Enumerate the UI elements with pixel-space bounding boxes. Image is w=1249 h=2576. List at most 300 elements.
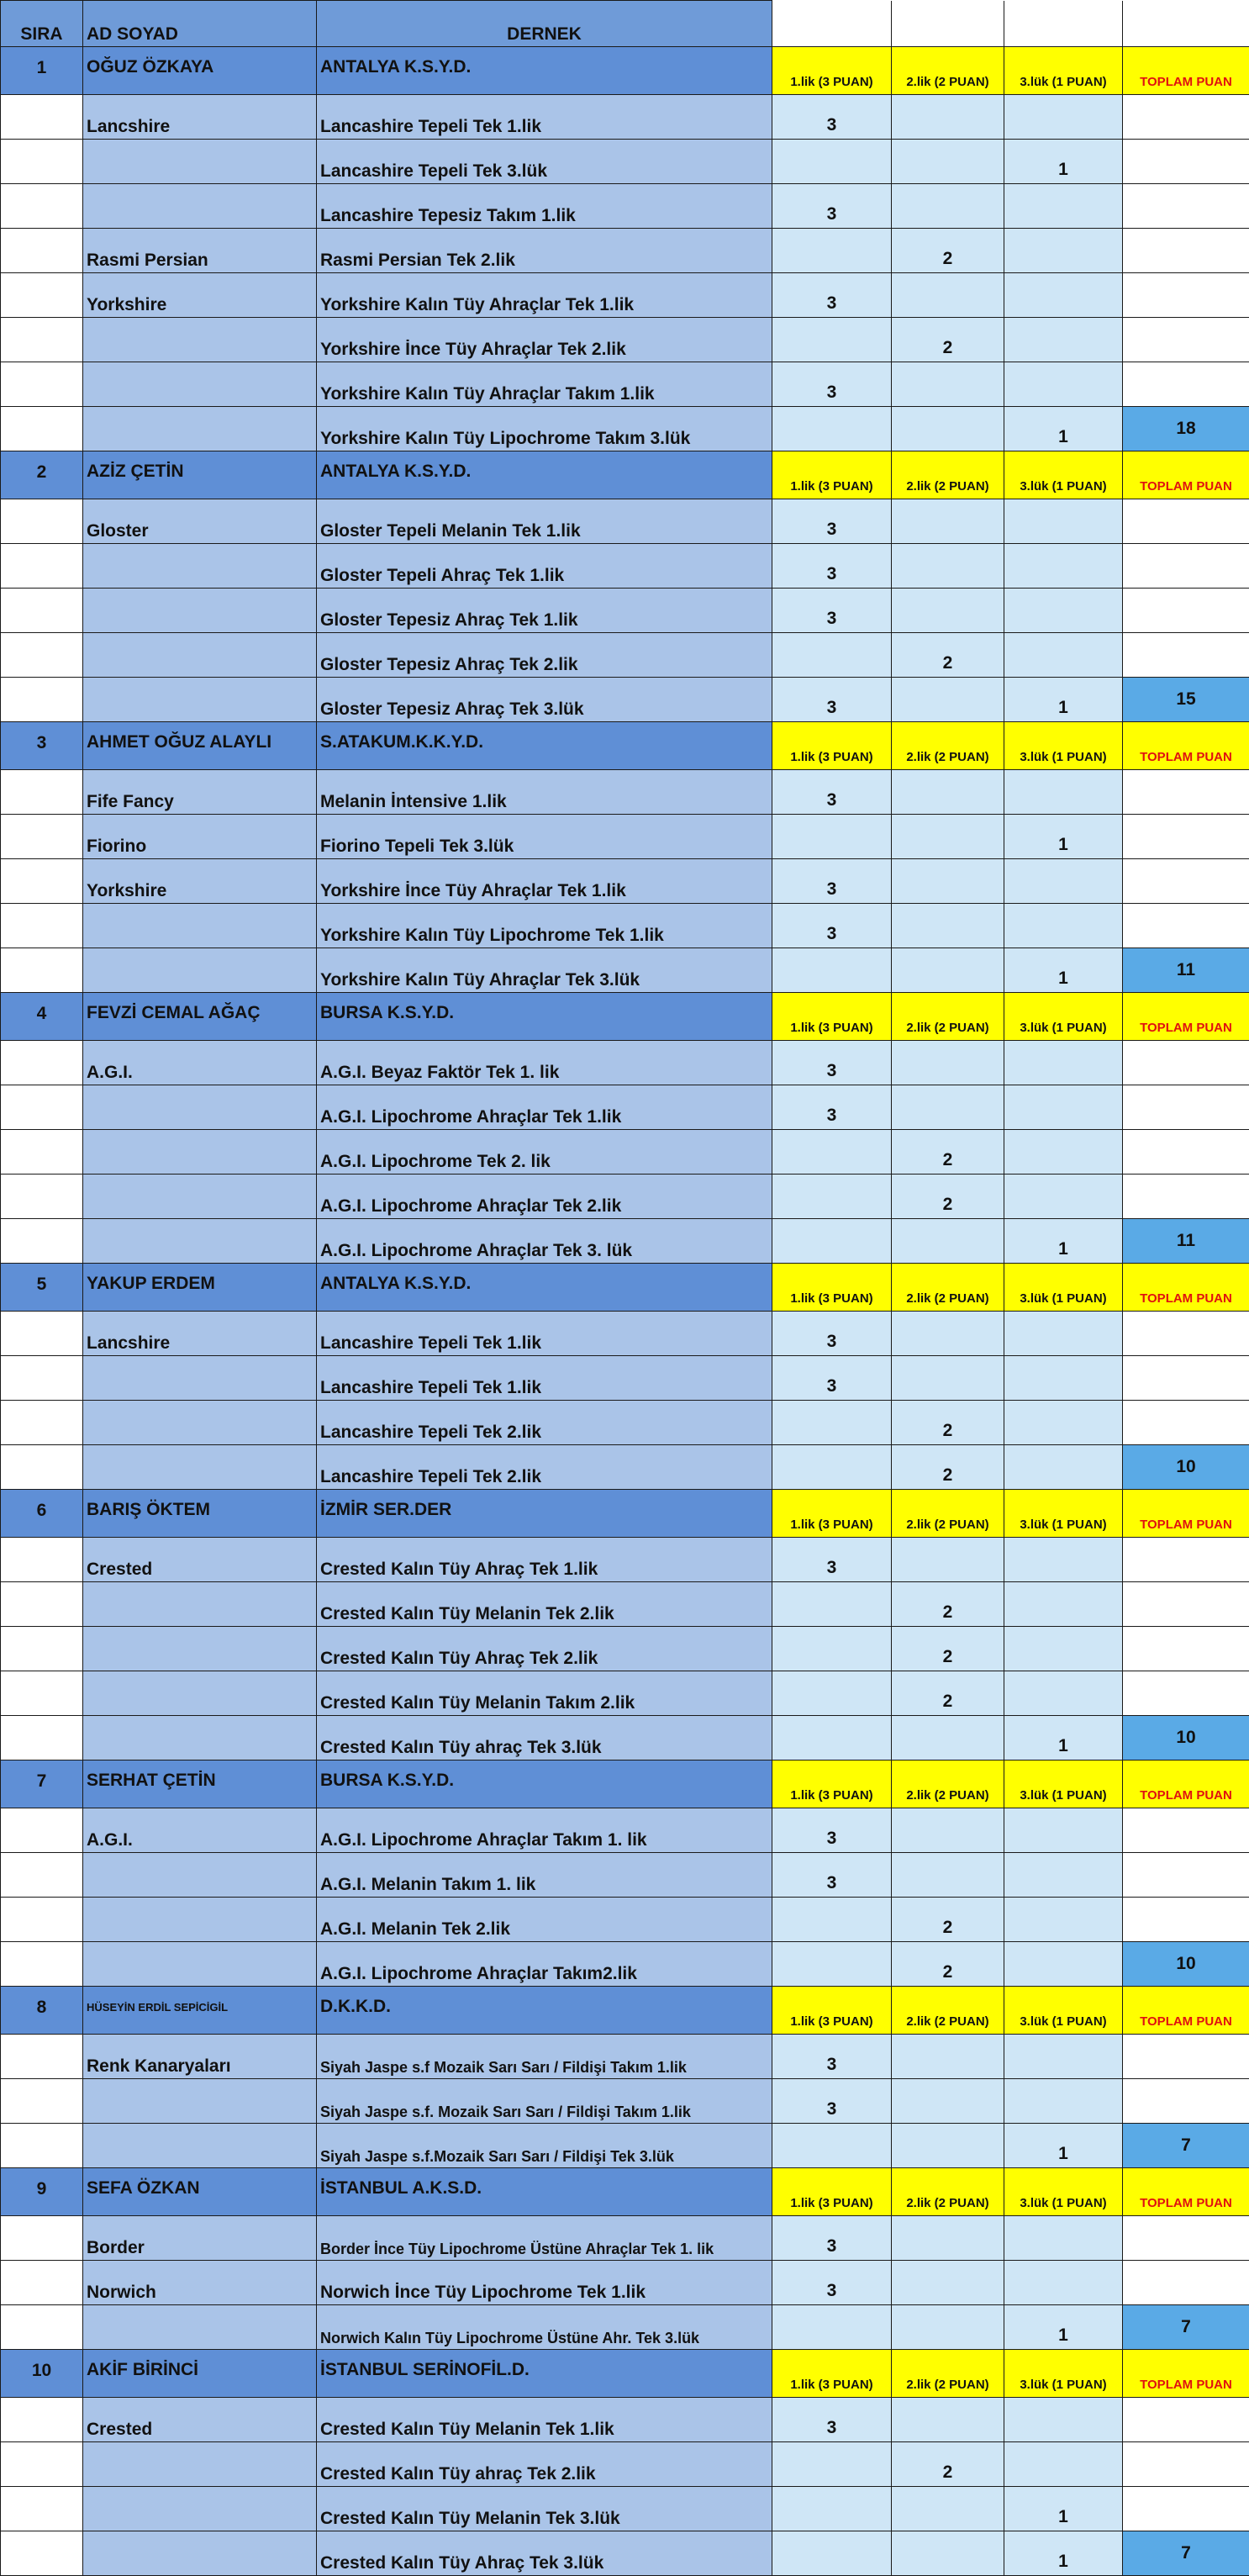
first-place-points: [772, 1445, 892, 1490]
participant-name: AZİZ ÇETİN: [83, 451, 317, 499]
third-place-points: [1004, 770, 1123, 815]
category-name: A.G.I. Beyaz Faktör Tek 1. lik: [317, 1041, 772, 1085]
category-name: Crested Kalın Tüy Melanin Takım 2.lik: [317, 1671, 772, 1716]
category-name: Lancashire Tepeli Tek 1.lik: [317, 95, 772, 140]
rank-blank: [1, 1401, 83, 1445]
rank-blank: [1, 1808, 83, 1853]
category-name: Siyah Jaspe s.f.Mozaik Sarı Sarı / Fildişi Tek 3.lük: [317, 2124, 772, 2168]
breed-name: [83, 1627, 317, 1671]
entry-row: [1, 2261, 1249, 2305]
rank-blank: [1, 499, 83, 544]
breed-name: [83, 184, 317, 229]
third-place-points: [1004, 1312, 1123, 1356]
header-ad-soyad: AD SOYAD: [83, 1, 317, 47]
third-place-points: [1004, 2035, 1123, 2079]
label-total-points: TOPLAM PUAN: [1123, 1264, 1249, 1312]
total-blank: [1123, 1085, 1249, 1130]
second-place-points: [892, 2487, 1004, 2531]
category-name: Norwich İnce Tüy Lipochrome Tek 1.lik: [317, 2261, 772, 2305]
entry-row: [1, 1085, 1249, 1130]
rank-number: 1: [1, 47, 83, 95]
category-name: Norwich Kalın Tüy Lipochrome Üstüne Ahr. Tek 3.lük: [317, 2305, 772, 2350]
category-name: Gloster Tepesiz Ahraç Tek 2.lik: [317, 633, 772, 678]
entry-row: [1, 1671, 1249, 1716]
first-place-points: [772, 318, 892, 362]
header-sira: SIRA: [1, 1, 83, 47]
label-first-place: 1.lik (3 PUAN): [772, 2350, 892, 2398]
entry-row: [1, 273, 1249, 318]
label-first-place: 1.lik (3 PUAN): [772, 722, 892, 770]
category-name: A.G.I. Lipochrome Ahraçlar Takım 1. lik: [317, 1808, 772, 1853]
third-place-points: [1004, 362, 1123, 407]
second-place-points: [892, 140, 1004, 184]
total-points: 18: [1123, 407, 1249, 451]
header-blank: [772, 1, 892, 47]
label-third-place: 3.lük (1 PUAN): [1004, 1490, 1123, 1538]
entry-row: [1, 1808, 1249, 1853]
total-blank: [1123, 2442, 1249, 2487]
first-place-points: [772, 2124, 892, 2168]
label-third-place: 3.lük (1 PUAN): [1004, 722, 1123, 770]
first-place-points: [772, 140, 892, 184]
third-place-points: [1004, 1041, 1123, 1085]
total-blank: [1123, 815, 1249, 859]
third-place-points: [1004, 544, 1123, 589]
rank-blank: [1, 140, 83, 184]
total-blank: [1123, 589, 1249, 633]
entry-row: [1, 2035, 1249, 2079]
total-blank: [1123, 499, 1249, 544]
participant-header-row: [1, 1264, 1249, 1312]
first-place-points: 3: [772, 589, 892, 633]
breed-name: Gloster: [83, 499, 317, 544]
category-name: Lancashire Tepeli Tek 2.lik: [317, 1445, 772, 1490]
first-place-points: 3: [772, 2398, 892, 2442]
total-blank: [1123, 2261, 1249, 2305]
breed-name: Crested: [83, 1538, 317, 1582]
label-second-place: 2.lik (2 PUAN): [892, 722, 1004, 770]
breed-name: [83, 407, 317, 451]
category-name: Yorkshire Kalın Tüy Lipochrome Tek 1.lik: [317, 904, 772, 948]
second-place-points: [892, 859, 1004, 904]
first-place-points: [772, 1401, 892, 1445]
third-place-points: [1004, 2216, 1123, 2261]
first-place-points: 3: [772, 2079, 892, 2124]
entry-row: [1, 184, 1249, 229]
second-place-points: [892, 1808, 1004, 1853]
label-third-place: 3.lük (1 PUAN): [1004, 451, 1123, 499]
label-second-place: 2.lik (2 PUAN): [892, 1987, 1004, 2035]
second-place-points: [892, 2261, 1004, 2305]
second-place-points: [892, 2305, 1004, 2350]
third-place-points: 1: [1004, 2487, 1123, 2531]
category-name: Gloster Tepeli Melanin Tek 1.lik: [317, 499, 772, 544]
second-place-points: [892, 1085, 1004, 1130]
first-place-points: [772, 407, 892, 451]
total-blank: [1123, 1175, 1249, 1219]
participant-name: AHMET OĞUZ ALAYLI: [83, 722, 317, 770]
breed-name: [83, 633, 317, 678]
rank-number: 5: [1, 1264, 83, 1312]
first-place-points: [772, 815, 892, 859]
total-blank: [1123, 1356, 1249, 1401]
first-place-points: 3: [772, 1041, 892, 1085]
label-total-points: TOPLAM PUAN: [1123, 1987, 1249, 2035]
rank-blank: [1, 1175, 83, 1219]
label-second-place: 2.lik (2 PUAN): [892, 993, 1004, 1041]
category-name: Lancashire Tepeli Tek 1.lik: [317, 1312, 772, 1356]
first-place-points: [772, 1175, 892, 1219]
participant-name: BARIŞ ÖKTEM: [83, 1490, 317, 1538]
total-blank: [1123, 1538, 1249, 1582]
first-place-points: 3: [772, 184, 892, 229]
rank-blank: [1, 1445, 83, 1490]
first-place-points: [772, 633, 892, 678]
breed-name: [83, 1356, 317, 1401]
total-blank: [1123, 904, 1249, 948]
total-blank: [1123, 1130, 1249, 1175]
breed-name: Yorkshire: [83, 859, 317, 904]
breed-name: [83, 1898, 317, 1942]
breed-name: [83, 2487, 317, 2531]
label-second-place: 2.lik (2 PUAN): [892, 2350, 1004, 2398]
label-total-points: TOPLAM PUAN: [1123, 993, 1249, 1041]
second-place-points: [892, 2124, 1004, 2168]
category-name: Siyah Jaspe s.f. Mozaik Sarı Sarı / Fildişi Takım 1.lik: [317, 2079, 772, 2124]
rank-blank: [1, 2531, 83, 2576]
participant-header-row: [1, 722, 1249, 770]
entry-row: [1, 140, 1249, 184]
first-place-points: 3: [772, 499, 892, 544]
breed-name: [83, 362, 317, 407]
participant-header-row: [1, 993, 1249, 1041]
total-blank: [1123, 362, 1249, 407]
rank-blank: [1, 633, 83, 678]
rank-blank: [1, 678, 83, 722]
label-total-points: TOPLAM PUAN: [1123, 722, 1249, 770]
third-place-points: [1004, 2261, 1123, 2305]
category-name: Fiorino Tepeli Tek 3.lük: [317, 815, 772, 859]
category-name: Melanin İntensive 1.lik: [317, 770, 772, 815]
entry-row: [1, 1312, 1249, 1356]
entry-row: [1, 1538, 1249, 1582]
second-place-points: 2: [892, 2442, 1004, 2487]
third-place-points: [1004, 1853, 1123, 1898]
label-third-place: 3.lük (1 PUAN): [1004, 1264, 1123, 1312]
entry-row: [1, 1401, 1249, 1445]
first-place-points: 3: [772, 1808, 892, 1853]
participant-header-row: [1, 47, 1249, 95]
total-blank: [1123, 859, 1249, 904]
breed-name: [83, 1853, 317, 1898]
breed-name: [83, 1716, 317, 1760]
total-blank: [1123, 140, 1249, 184]
third-place-points: [1004, 1671, 1123, 1716]
rank-number: 2: [1, 451, 83, 499]
breed-name: [83, 2305, 317, 2350]
category-name: A.G.I. Lipochrome Ahraçlar Tek 1.lik: [317, 1085, 772, 1130]
second-place-points: [892, 273, 1004, 318]
label-total-points: TOPLAM PUAN: [1123, 1490, 1249, 1538]
second-place-points: 2: [892, 1582, 1004, 1627]
label-third-place: 3.lük (1 PUAN): [1004, 1987, 1123, 2035]
breed-name: Yorkshire: [83, 273, 317, 318]
entry-row: [1, 904, 1249, 948]
second-place-points: [892, 544, 1004, 589]
total-blank: [1123, 273, 1249, 318]
second-place-points: [892, 948, 1004, 993]
category-name: Crested Kalın Tüy Melanin Tek 1.lik: [317, 2398, 772, 2442]
breed-name: [83, 1130, 317, 1175]
participant-name: SEFA ÖZKAN: [83, 2168, 317, 2216]
first-place-points: 3: [772, 2261, 892, 2305]
breed-name: A.G.I.: [83, 1041, 317, 1085]
first-place-points: [772, 2442, 892, 2487]
entry-row: [1, 1219, 1249, 1264]
header-blank: [1123, 1, 1249, 47]
first-place-points: 3: [772, 2035, 892, 2079]
second-place-points: 2: [892, 1175, 1004, 1219]
first-place-points: [772, 1671, 892, 1716]
second-place-points: [892, 1356, 1004, 1401]
first-place-points: [772, 1716, 892, 1760]
rank-blank: [1, 273, 83, 318]
label-first-place: 1.lik (3 PUAN): [772, 993, 892, 1041]
first-place-points: 3: [772, 678, 892, 722]
second-place-points: [892, 1716, 1004, 1760]
second-place-points: [892, 2398, 1004, 2442]
label-third-place: 3.lük (1 PUAN): [1004, 2168, 1123, 2216]
label-second-place: 2.lik (2 PUAN): [892, 1490, 1004, 1538]
category-name: Yorkshire Kalın Tüy Ahraçlar Tek 3.lük: [317, 948, 772, 993]
total-blank: [1123, 184, 1249, 229]
first-place-points: 3: [772, 2216, 892, 2261]
third-place-points: [1004, 1401, 1123, 1445]
rank-number: 6: [1, 1490, 83, 1538]
breed-name: [83, 2531, 317, 2576]
total-blank: [1123, 1312, 1249, 1356]
breed-name: Lancshire: [83, 95, 317, 140]
rank-blank: [1, 2216, 83, 2261]
third-place-points: [1004, 1538, 1123, 1582]
first-place-points: [772, 2487, 892, 2531]
total-blank: [1123, 1582, 1249, 1627]
category-name: Yorkshire Kalın Tüy Lipochrome Takım 3.lük: [317, 407, 772, 451]
total-points: 11: [1123, 948, 1249, 993]
category-name: Lancashire Tepeli Tek 1.lik: [317, 1356, 772, 1401]
label-second-place: 2.lik (2 PUAN): [892, 1760, 1004, 1808]
label-first-place: 1.lik (3 PUAN): [772, 1490, 892, 1538]
rank-blank: [1, 1130, 83, 1175]
label-first-place: 1.lik (3 PUAN): [772, 47, 892, 95]
label-first-place: 1.lik (3 PUAN): [772, 1760, 892, 1808]
entry-row: [1, 1942, 1249, 1987]
rank-number: 8: [1, 1987, 83, 2035]
second-place-points: [892, 362, 1004, 407]
total-blank: [1123, 318, 1249, 362]
second-place-points: [892, 1312, 1004, 1356]
breed-name: [83, 1671, 317, 1716]
third-place-points: 1: [1004, 948, 1123, 993]
second-place-points: [892, 678, 1004, 722]
label-third-place: 3.lük (1 PUAN): [1004, 993, 1123, 1041]
category-name: Crested Kalın Tüy ahraç Tek 3.lük: [317, 1716, 772, 1760]
category-name: Crested Kalın Tüy Ahraç Tek 2.lik: [317, 1627, 772, 1671]
total-points: 7: [1123, 2305, 1249, 2350]
category-name: Crested Kalın Tüy Melanin Tek 2.lik: [317, 1582, 772, 1627]
category-name: Border İnce Tüy Lipochrome Üstüne Ahraçlar Tek 1. lik: [317, 2216, 772, 2261]
third-place-points: [1004, 1085, 1123, 1130]
second-place-points: [892, 2216, 1004, 2261]
third-place-points: [1004, 904, 1123, 948]
label-total-points: TOPLAM PUAN: [1123, 451, 1249, 499]
label-second-place: 2.lik (2 PUAN): [892, 451, 1004, 499]
third-place-points: [1004, 1582, 1123, 1627]
entry-row: [1, 2531, 1249, 2576]
total-blank: [1123, 633, 1249, 678]
category-name: A.G.I. Melanin Tek 2.lik: [317, 1898, 772, 1942]
entry-row: [1, 95, 1249, 140]
rank-blank: [1, 859, 83, 904]
second-place-points: 2: [892, 1401, 1004, 1445]
second-place-points: 2: [892, 229, 1004, 273]
category-name: Yorkshire İnce Tüy Ahraçlar Tek 1.lik: [317, 859, 772, 904]
third-place-points: [1004, 1627, 1123, 1671]
label-third-place: 3.lük (1 PUAN): [1004, 2350, 1123, 2398]
participant-header-row: [1, 1760, 1249, 1808]
rank-blank: [1, 318, 83, 362]
third-place-points: [1004, 2398, 1123, 2442]
total-blank: [1123, 1041, 1249, 1085]
third-place-points: 1: [1004, 407, 1123, 451]
first-place-points: 3: [772, 859, 892, 904]
rank-blank: [1, 1627, 83, 1671]
third-place-points: [1004, 859, 1123, 904]
first-place-points: [772, 2305, 892, 2350]
club-name: BURSA K.S.Y.D.: [317, 993, 772, 1041]
rank-blank: [1, 1716, 83, 1760]
participant-header-row: [1, 1987, 1249, 2035]
breed-name: Lancshire: [83, 1312, 317, 1356]
entry-row: [1, 815, 1249, 859]
breed-name: [83, 2124, 317, 2168]
participant-name: FEVZİ CEMAL AĞAÇ: [83, 993, 317, 1041]
breed-name: Rasmi Persian: [83, 229, 317, 273]
total-points: 7: [1123, 2531, 1249, 2576]
third-place-points: 1: [1004, 2305, 1123, 2350]
third-place-points: 1: [1004, 2124, 1123, 2168]
rank-number: 7: [1, 1760, 83, 1808]
total-points: 7: [1123, 2124, 1249, 2168]
breed-name: [83, 904, 317, 948]
second-place-points: [892, 1219, 1004, 1264]
club-name: BURSA K.S.Y.D.: [317, 1760, 772, 1808]
header-blank: [892, 1, 1004, 47]
breed-name: [83, 140, 317, 184]
header-dernek: DERNEK: [317, 1, 772, 47]
rank-blank: [1, 2398, 83, 2442]
label-total-points: TOPLAM PUAN: [1123, 1760, 1249, 1808]
label-first-place: 1.lik (3 PUAN): [772, 2168, 892, 2216]
club-name: S.ATAKUM.K.K.Y.D.: [317, 722, 772, 770]
first-place-points: 3: [772, 95, 892, 140]
breed-name: [83, 1219, 317, 1264]
rank-blank: [1, 2261, 83, 2305]
participant-header-row: [1, 1490, 1249, 1538]
second-place-points: 2: [892, 1627, 1004, 1671]
first-place-points: 3: [772, 273, 892, 318]
entry-row: [1, 1627, 1249, 1671]
second-place-points: [892, 2079, 1004, 2124]
second-place-points: [892, 1853, 1004, 1898]
rank-number: 10: [1, 2350, 83, 2398]
label-second-place: 2.lik (2 PUAN): [892, 47, 1004, 95]
breed-name: [83, 2442, 317, 2487]
category-name: A.G.I. Lipochrome Ahraçlar Tek 2.lik: [317, 1175, 772, 1219]
first-place-points: 3: [772, 904, 892, 948]
rank-blank: [1, 1312, 83, 1356]
breed-name: Fiorino: [83, 815, 317, 859]
entry-row: [1, 1175, 1249, 1219]
third-place-points: [1004, 633, 1123, 678]
breed-name: [83, 1445, 317, 1490]
participant-header-row: [1, 2168, 1249, 2216]
rank-blank: [1, 2035, 83, 2079]
category-name: Yorkshire Kalın Tüy Ahraçlar Takım 1.lik: [317, 362, 772, 407]
club-name: İSTANBUL A.K.S.D.: [317, 2168, 772, 2216]
label-third-place: 3.lük (1 PUAN): [1004, 47, 1123, 95]
category-name: Yorkshire Kalın Tüy Ahraçlar Tek 1.lik: [317, 273, 772, 318]
rank-blank: [1, 2079, 83, 2124]
entry-row: [1, 229, 1249, 273]
category-name: Crested Kalın Tüy Ahraç Tek 1.lik: [317, 1538, 772, 1582]
first-place-points: 3: [772, 1312, 892, 1356]
second-place-points: 2: [892, 1130, 1004, 1175]
category-name: Rasmi Persian Tek 2.lik: [317, 229, 772, 273]
label-total-points: TOPLAM PUAN: [1123, 47, 1249, 95]
total-points: 10: [1123, 1445, 1249, 1490]
label-second-place: 2.lik (2 PUAN): [892, 2168, 1004, 2216]
label-first-place: 1.lik (3 PUAN): [772, 451, 892, 499]
breed-name: Renk Kanaryaları: [83, 2035, 317, 2079]
rank-blank: [1, 815, 83, 859]
second-place-points: [892, 589, 1004, 633]
entry-row: [1, 362, 1249, 407]
total-blank: [1123, 2216, 1249, 2261]
breed-name: [83, 678, 317, 722]
second-place-points: [892, 499, 1004, 544]
total-blank: [1123, 2035, 1249, 2079]
rank-blank: [1, 1356, 83, 1401]
breed-name: Crested: [83, 2398, 317, 2442]
total-blank: [1123, 544, 1249, 589]
rank-blank: [1, 1219, 83, 1264]
first-place-points: 3: [772, 544, 892, 589]
entry-row: [1, 544, 1249, 589]
category-name: A.G.I. Lipochrome Tek 2. lik: [317, 1130, 772, 1175]
third-place-points: [1004, 1898, 1123, 1942]
second-place-points: [892, 184, 1004, 229]
rank-blank: [1, 1942, 83, 1987]
third-place-points: [1004, 273, 1123, 318]
first-place-points: [772, 1627, 892, 1671]
entry-row: [1, 2216, 1249, 2261]
third-place-points: 1: [1004, 1716, 1123, 1760]
second-place-points: 2: [892, 318, 1004, 362]
second-place-points: 2: [892, 633, 1004, 678]
label-third-place: 3.lük (1 PUAN): [1004, 1760, 1123, 1808]
first-place-points: 3: [772, 1538, 892, 1582]
